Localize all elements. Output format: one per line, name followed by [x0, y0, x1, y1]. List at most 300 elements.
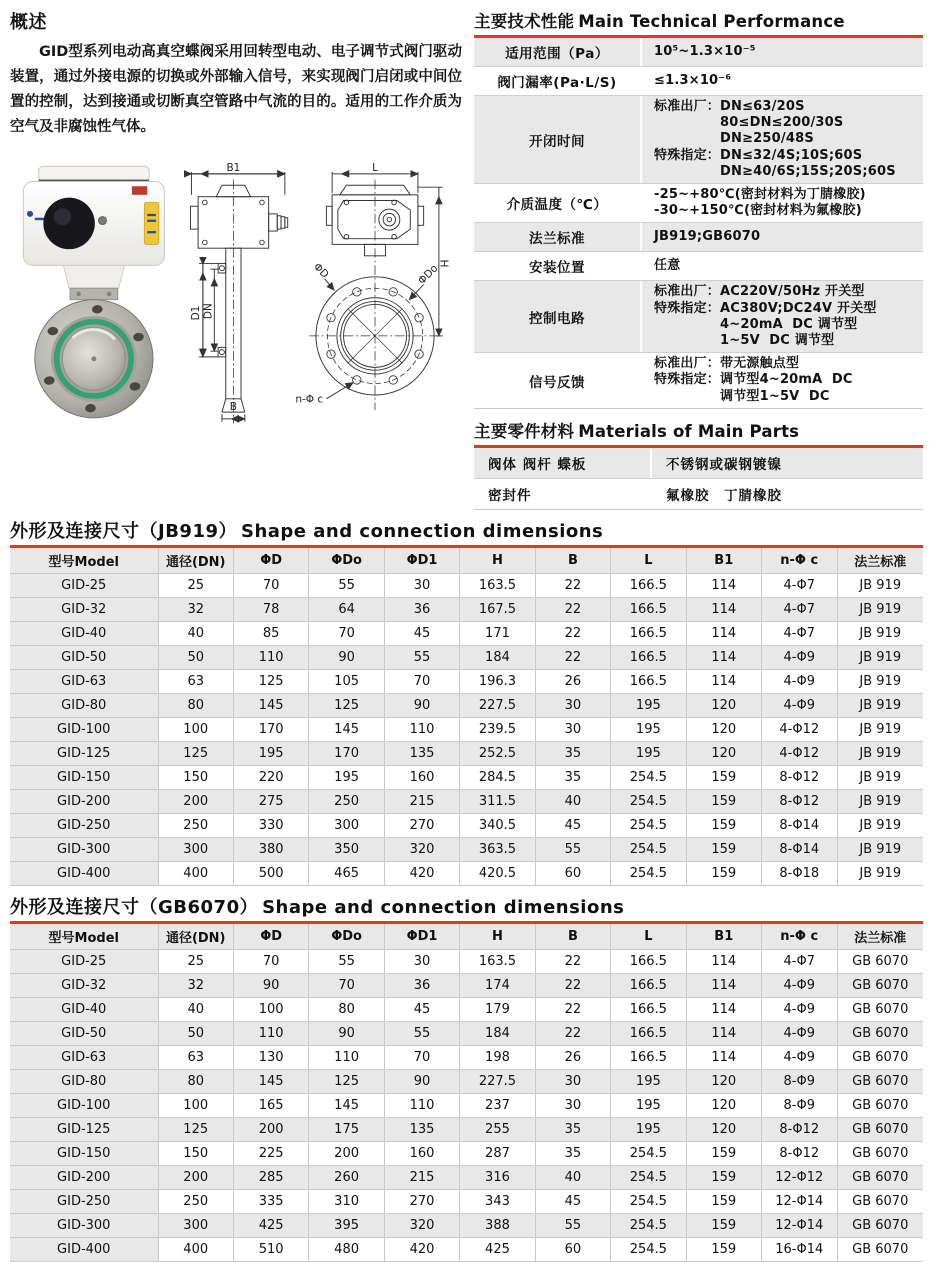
- cell: 125: [158, 741, 233, 765]
- cell: GB 6070: [837, 1117, 923, 1141]
- cell: 114: [686, 1045, 761, 1069]
- cell: 170: [233, 717, 308, 741]
- cell: 300: [158, 1213, 233, 1237]
- cell: 35: [535, 765, 610, 789]
- gb6070-title: [10, 893, 923, 919]
- header-row: [10, 924, 923, 950]
- cell: 400: [158, 1237, 233, 1261]
- materials-title-zh: 主要零件材料: [474, 421, 575, 441]
- cell: 125: [158, 1117, 233, 1141]
- table-row: [10, 949, 923, 973]
- table-row: [10, 861, 923, 885]
- cell: 200: [309, 1141, 384, 1165]
- cell: 32: [158, 973, 233, 997]
- spec-row: [474, 252, 923, 281]
- cell: 90: [233, 973, 308, 997]
- overview-column: [10, 6, 462, 510]
- cell: 30: [535, 1093, 610, 1117]
- cell: GB 6070: [837, 997, 923, 1021]
- cell: JB 919: [837, 717, 923, 741]
- cell: 166.5: [611, 949, 686, 973]
- cell: 316: [460, 1165, 535, 1189]
- cell: 55: [384, 645, 459, 669]
- table-row: [10, 1093, 923, 1117]
- cell: 110: [384, 1093, 459, 1117]
- cell: 150: [158, 765, 233, 789]
- cell: 70: [233, 949, 308, 973]
- materials-row: [474, 479, 923, 509]
- cell: 80: [158, 693, 233, 717]
- cell: 150: [158, 1141, 233, 1165]
- spec-value: [642, 223, 923, 251]
- cell: 45: [384, 621, 459, 645]
- column-header: ΦD: [233, 924, 308, 950]
- cell: GID-200: [10, 1165, 158, 1189]
- cell: 254.5: [611, 765, 686, 789]
- cell: GB 6070: [837, 1141, 923, 1165]
- spec-label: 开闭时间: [474, 96, 642, 183]
- cell: 159: [686, 765, 761, 789]
- cell: 165: [233, 1093, 308, 1117]
- cell: 50: [158, 645, 233, 669]
- cell: 4-Φ9: [762, 1021, 838, 1045]
- cell: 120: [686, 1069, 761, 1093]
- cell: 120: [686, 717, 761, 741]
- cell: 300: [158, 837, 233, 861]
- cell: 145: [309, 1093, 384, 1117]
- cell: 159: [686, 1189, 761, 1213]
- cell: 215: [384, 1165, 459, 1189]
- cell: 163.5: [460, 949, 535, 973]
- column-header: L: [611, 548, 686, 574]
- spec-value: [642, 184, 923, 222]
- cell: 45: [535, 1189, 610, 1213]
- column-header: 通径(DN): [158, 924, 233, 950]
- front-view-drawing: [294, 154, 462, 432]
- column-header: H: [460, 548, 535, 574]
- cell: 270: [384, 813, 459, 837]
- cell: 90: [384, 693, 459, 717]
- spec-line: 标准出厂：带无源触点型: [654, 356, 800, 372]
- cell: 110: [233, 1021, 308, 1045]
- cell: 254.5: [611, 813, 686, 837]
- materials-part: 阀体 阀杆 蝶板: [474, 448, 652, 478]
- cell: 22: [535, 997, 610, 1021]
- cell: 254.5: [611, 1237, 686, 1261]
- dim-label-h: H: [439, 259, 452, 268]
- dim-label-d1: D1: [189, 305, 202, 321]
- cell: 350: [309, 837, 384, 861]
- spec-label: 安装位置: [474, 252, 642, 280]
- cell: 195: [611, 717, 686, 741]
- cell: 120: [686, 1117, 761, 1141]
- cell: GB 6070: [837, 1069, 923, 1093]
- performance-column: [474, 6, 923, 510]
- dim-label-l: L: [372, 161, 379, 174]
- cell: 80: [158, 1069, 233, 1093]
- spec-value: [642, 252, 923, 280]
- cell: GID-250: [10, 1189, 158, 1213]
- cell: 200: [158, 789, 233, 813]
- cell: 114: [686, 997, 761, 1021]
- table-row: [10, 813, 923, 837]
- cell: 30: [384, 573, 459, 597]
- table-row: [10, 1141, 923, 1165]
- cell: 254.5: [611, 1165, 686, 1189]
- cell: 22: [535, 573, 610, 597]
- dim-label-b: B: [229, 401, 237, 414]
- spec-label: 阀门漏率(Pa·L/S): [474, 67, 642, 95]
- spec-value: [642, 281, 923, 352]
- cell: 166.5: [611, 645, 686, 669]
- cell: 380: [233, 837, 308, 861]
- cell: 420: [384, 861, 459, 885]
- cell: 171: [460, 621, 535, 645]
- cell: GID-32: [10, 597, 158, 621]
- spec-line: 标准出厂：DN≤63/20S: [654, 99, 805, 114]
- cell: 239.5: [460, 717, 535, 741]
- table-body: [10, 949, 923, 1261]
- cell: GID-150: [10, 765, 158, 789]
- cell: 22: [535, 597, 610, 621]
- cell: 170: [309, 741, 384, 765]
- cell: 160: [384, 1141, 459, 1165]
- cell: 105: [309, 669, 384, 693]
- cell: 145: [233, 693, 308, 717]
- cell: GB 6070: [837, 1213, 923, 1237]
- cell: GID-50: [10, 645, 158, 669]
- cell: 114: [686, 973, 761, 997]
- spec-row: [474, 223, 923, 252]
- cell: 166.5: [611, 597, 686, 621]
- cell: 287: [460, 1141, 535, 1165]
- cell: 166.5: [611, 997, 686, 1021]
- column-header: B1: [686, 548, 761, 574]
- spec-line: DN≥40/6S;15S;20S;60S: [654, 163, 896, 179]
- cell: JB 919: [837, 669, 923, 693]
- table-row: [10, 645, 923, 669]
- cell: 254.5: [611, 861, 686, 885]
- table-row: [10, 1117, 923, 1141]
- cell: 4-Φ9: [762, 669, 838, 693]
- cell: 145: [309, 717, 384, 741]
- materials-part: 密封件: [474, 479, 652, 509]
- overview-paragraph: GID型系列电动高真空蝶阀采用回转型电动、电子调节式阀门驱动装置，通过外接电源的切换或外部输入信号，来实现阀门启闭或中间位置的控制，达到接通或切断真空管路中气流的目的。适用的工作介质为空气及非腐蚀性气体。: [10, 44, 462, 135]
- cell: JB 919: [837, 645, 923, 669]
- cell: 22: [535, 949, 610, 973]
- cell: GB 6070: [837, 973, 923, 997]
- performance-table: [474, 38, 923, 409]
- gb6070-table: [10, 924, 923, 1262]
- cell: 8-Φ9: [762, 1093, 838, 1117]
- cell: 195: [611, 693, 686, 717]
- cell: 159: [686, 1165, 761, 1189]
- cell: 8-Φ14: [762, 813, 838, 837]
- column-header: 法兰标准: [837, 924, 923, 950]
- cell: 363.5: [460, 837, 535, 861]
- spec-row: [474, 38, 923, 67]
- cell: 110: [233, 645, 308, 669]
- cell: GB 6070: [837, 949, 923, 973]
- cell: GB 6070: [837, 1237, 923, 1261]
- cell: JB 919: [837, 765, 923, 789]
- cell: 159: [686, 837, 761, 861]
- cell: 12-Φ14: [762, 1213, 838, 1237]
- cell: 8-Φ14: [762, 837, 838, 861]
- cell: 159: [686, 1141, 761, 1165]
- cell: 260: [309, 1165, 384, 1189]
- spec-line: 1~5V DC 调节型: [654, 333, 835, 349]
- cell: 110: [384, 717, 459, 741]
- cell: 70: [384, 669, 459, 693]
- spec-line: JB919;GB6070: [654, 229, 761, 245]
- cell: 55: [535, 1213, 610, 1237]
- cell: 125: [309, 693, 384, 717]
- cell: 4-Φ9: [762, 997, 838, 1021]
- cell: JB 919: [837, 597, 923, 621]
- column-header: B1: [686, 924, 761, 950]
- cell: 195: [233, 741, 308, 765]
- cell: 196.3: [460, 669, 535, 693]
- side-view-drawing: [180, 154, 292, 432]
- gb6070-section: [0, 893, 933, 1262]
- cell: 4-Φ7: [762, 573, 838, 597]
- cell: 250: [309, 789, 384, 813]
- spec-line: 调节型1~5V DC: [654, 388, 830, 404]
- cell: 32: [158, 597, 233, 621]
- spec-line: -30~+150℃(密封材料为氟橡胶): [654, 203, 862, 219]
- cell: 40: [158, 621, 233, 645]
- cell: 26: [535, 669, 610, 693]
- cell: 160: [384, 765, 459, 789]
- cell: 465: [309, 861, 384, 885]
- cell: 8-Φ9: [762, 1069, 838, 1093]
- column-header: 法兰标准: [837, 548, 923, 574]
- table-row: [10, 1069, 923, 1093]
- cell: 195: [611, 1069, 686, 1093]
- dim-label-nphic: n-Φ c: [295, 393, 324, 406]
- cell: 80: [309, 997, 384, 1021]
- performance-title-zh: 主要技术性能: [474, 12, 575, 31]
- spec-value: [642, 353, 923, 408]
- header-row: [10, 548, 923, 574]
- cell: 167.5: [460, 597, 535, 621]
- cell: 60: [535, 861, 610, 885]
- cell: GID-150: [10, 1141, 158, 1165]
- cell: 125: [233, 669, 308, 693]
- jb919-section: [0, 517, 933, 886]
- cell: 163.5: [460, 573, 535, 597]
- spec-label: 适用范围（Pa）: [474, 38, 642, 66]
- table-row: [10, 997, 923, 1021]
- cell: 237: [460, 1093, 535, 1117]
- column-header: ΦD: [233, 548, 308, 574]
- jb919-table: [10, 548, 923, 886]
- materials-title: [474, 418, 923, 442]
- cell: 159: [686, 1237, 761, 1261]
- cell: GID-125: [10, 741, 158, 765]
- materials-value: 不锈钢或碳钢镀镍: [666, 456, 782, 473]
- cell: 310: [309, 1189, 384, 1213]
- cell: 227.5: [460, 1069, 535, 1093]
- cell: 30: [535, 693, 610, 717]
- jb919-title-zh: 外形及连接尺寸（JB919）: [10, 520, 237, 542]
- materials-value: 氟橡胶 丁腈橡胶: [666, 487, 782, 504]
- cell: 250: [158, 813, 233, 837]
- cell: 100: [158, 717, 233, 741]
- cell: 195: [611, 1117, 686, 1141]
- spec-row: [474, 281, 923, 353]
- cell: 70: [309, 621, 384, 645]
- cell: 195: [309, 765, 384, 789]
- table-row: [10, 765, 923, 789]
- dimension-table: [10, 924, 923, 1262]
- cell: 114: [686, 949, 761, 973]
- cell: 64: [309, 597, 384, 621]
- cell: 78: [233, 597, 308, 621]
- cell: 40: [535, 1165, 610, 1189]
- cell: 12-Φ14: [762, 1189, 838, 1213]
- cell: GB 6070: [837, 1189, 923, 1213]
- column-header: B: [535, 548, 610, 574]
- cell: 45: [384, 997, 459, 1021]
- cell: 135: [384, 741, 459, 765]
- hand-knob: [43, 197, 94, 248]
- yellow-label: [144, 202, 158, 244]
- cell: 16-Φ14: [762, 1237, 838, 1261]
- spec-label: 介质温度（℃）: [474, 184, 642, 222]
- cell: GID-300: [10, 1213, 158, 1237]
- cell: 70: [233, 573, 308, 597]
- cell: GID-50: [10, 1021, 158, 1045]
- spec-value: [642, 67, 923, 95]
- cell: 60: [535, 1237, 610, 1261]
- spec-line: 任意: [654, 258, 681, 274]
- cell: GID-63: [10, 1045, 158, 1069]
- cell: 4-Φ9: [762, 645, 838, 669]
- cell: 8-Φ18: [762, 861, 838, 885]
- table-row: [10, 597, 923, 621]
- cell: 395: [309, 1213, 384, 1237]
- dimension-table: [10, 548, 923, 886]
- column-header: n-Φ c: [762, 924, 838, 950]
- cell: 50: [158, 1021, 233, 1045]
- cell: 100: [158, 1093, 233, 1117]
- cell: 120: [686, 741, 761, 765]
- performance-title: [474, 8, 923, 32]
- cell: 120: [686, 1093, 761, 1117]
- cell: 26: [535, 1045, 610, 1069]
- cell: 254.5: [611, 1213, 686, 1237]
- spec-line: ≤1.3×10⁻⁶: [654, 72, 732, 88]
- cell: 254.5: [611, 789, 686, 813]
- column-header: n-Φ c: [762, 548, 838, 574]
- cell: 40: [535, 789, 610, 813]
- cell: 63: [158, 1045, 233, 1069]
- cell: 90: [309, 1021, 384, 1045]
- column-header: ΦD1: [384, 924, 459, 950]
- cell: 85: [233, 621, 308, 645]
- cell: JB 919: [837, 861, 923, 885]
- materials-table: [474, 448, 923, 510]
- cell: 320: [384, 1213, 459, 1237]
- cell: 8-Φ12: [762, 1117, 838, 1141]
- spec-line: 特殊指定：DN≤32/4S;10S;60S: [654, 147, 863, 163]
- cell: 8-Φ12: [762, 1141, 838, 1165]
- table-header: [10, 548, 923, 574]
- cell: 166.5: [611, 573, 686, 597]
- cell: 166.5: [611, 1021, 686, 1045]
- column-header: H: [460, 924, 535, 950]
- spec-line: 特殊指定：调节型4~20mA DC: [654, 372, 853, 388]
- cell: 198: [460, 1045, 535, 1069]
- column-header: 型号Model: [10, 548, 158, 574]
- cell: GID-400: [10, 861, 158, 885]
- overview-title: 概述: [10, 12, 47, 33]
- cell: 300: [309, 813, 384, 837]
- cell: GID-25: [10, 573, 158, 597]
- column-header: 型号Model: [10, 924, 158, 950]
- cell: GID-80: [10, 693, 158, 717]
- cell: GID-40: [10, 997, 158, 1021]
- spec-label: 法兰标准: [474, 223, 642, 251]
- table-row: [10, 573, 923, 597]
- table-row: [10, 1213, 923, 1237]
- cell: 45: [535, 813, 610, 837]
- cell: 159: [686, 789, 761, 813]
- cell: 55: [309, 573, 384, 597]
- cell: 8-Φ12: [762, 765, 838, 789]
- dim-label-phido: ΦDo: [416, 262, 441, 287]
- cell: 36: [384, 973, 459, 997]
- cell: GID-250: [10, 813, 158, 837]
- cell: 36: [384, 597, 459, 621]
- spec-line: 4~20mA DC 调节型: [654, 316, 858, 332]
- cell: 4-Φ9: [762, 693, 838, 717]
- cell: GID-100: [10, 717, 158, 741]
- spec-row: [474, 184, 923, 223]
- spec-row: [474, 353, 923, 408]
- cell: 159: [686, 861, 761, 885]
- cell: 420: [384, 1237, 459, 1261]
- cell: 159: [686, 1213, 761, 1237]
- cell: GID-300: [10, 837, 158, 861]
- cell: 215: [384, 789, 459, 813]
- cell: 195: [611, 741, 686, 765]
- spec-row: [474, 67, 923, 96]
- cell: 22: [535, 973, 610, 997]
- cell: 510: [233, 1237, 308, 1261]
- spec-value: [642, 96, 923, 183]
- cell: 70: [309, 973, 384, 997]
- cell: 275: [233, 789, 308, 813]
- cell: JB 919: [837, 789, 923, 813]
- cell: 166.5: [611, 621, 686, 645]
- spec-label: 控制电路: [474, 281, 642, 352]
- cell: 125: [309, 1069, 384, 1093]
- cell: 343: [460, 1189, 535, 1213]
- cell: 254.5: [611, 1189, 686, 1213]
- cell: 114: [686, 621, 761, 645]
- cell: 145: [233, 1069, 308, 1093]
- spec-line: 标准出厂：AC220V/50Hz 开关型: [654, 284, 865, 300]
- cell: 30: [384, 949, 459, 973]
- cell: 250: [158, 1189, 233, 1213]
- cell: 270: [384, 1189, 459, 1213]
- table-body: [10, 573, 923, 885]
- cell: GID-400: [10, 1237, 158, 1261]
- cell: GID-200: [10, 789, 158, 813]
